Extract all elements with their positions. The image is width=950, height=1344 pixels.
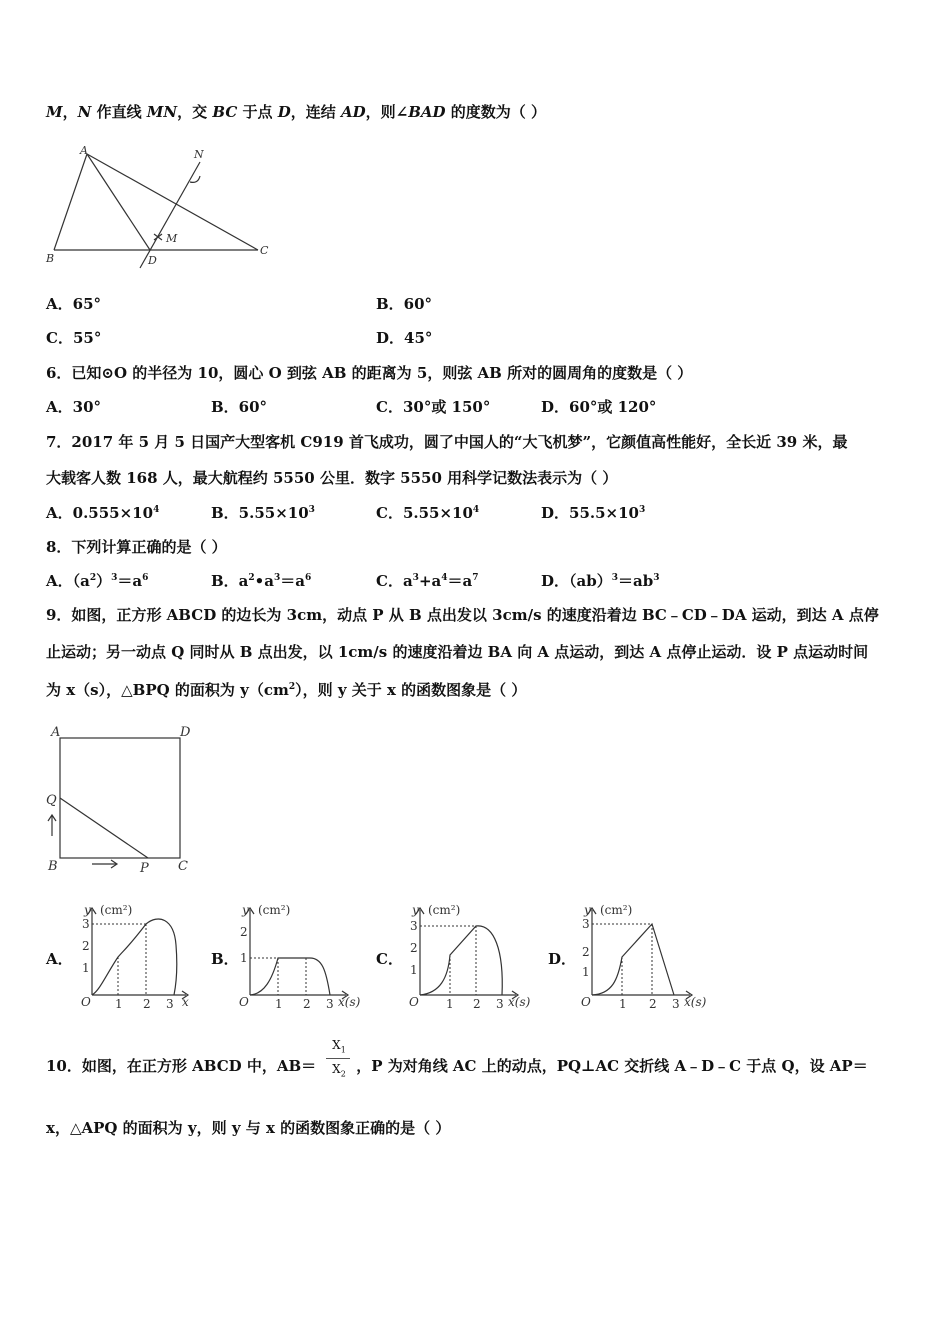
q8-c-s1: 3 [412, 573, 419, 583]
q9-graph-b-tick-x3: 3 [326, 997, 334, 1010]
q9-graph-c-unit: (cm²) [428, 903, 461, 917]
q8-option-b[interactable] [211, 571, 311, 591]
q9-graph-b-origin: O [239, 995, 249, 1009]
q5-label-n: N [194, 148, 204, 161]
q5-stem-line [46, 102, 546, 122]
q9-square-label-b: B [48, 859, 58, 874]
q9-graph-d[interactable] [578, 900, 718, 1010]
q9-square-label-c: C [178, 859, 188, 874]
q8-a-s2: 3 [111, 573, 118, 583]
q9-graph-d-unit: (cm²) [600, 903, 633, 917]
q9-graph-d-tick-y2: 2 [582, 945, 590, 959]
q7-option-a[interactable] [46, 503, 159, 523]
q9-graph-b-x-label: x(s) [338, 995, 361, 1009]
q5-stem-part: BAD [408, 103, 446, 121]
q9-graph-c-tick-y1: 1 [410, 963, 418, 977]
q7-option-b-base: B．5.55×10 [211, 504, 309, 522]
q10-frac-num: X [332, 1038, 341, 1052]
q9-graph-c-tick-y3: 3 [410, 919, 418, 933]
q9-graph-d-tick-x1: 1 [619, 997, 627, 1010]
q7-stem-line1: 7．2017 年 5 月 5 日国产大型客机 C919 首飞成功，圆了中国人的“大飞机梦”，它颜值高性能好，全长近 39 米，最 [46, 433, 848, 451]
q5-stem-part: 于点 [237, 103, 278, 121]
q10-fraction-numerator [326, 1038, 352, 1054]
q9-graph-a-tick-x1: 1 [115, 997, 123, 1010]
q6-option-d[interactable]: D．60°或 120° [541, 398, 657, 416]
q7-option-d[interactable] [541, 503, 645, 523]
q8-a-t3: ＝a [117, 572, 143, 590]
q9-square-label-a: A [51, 725, 61, 740]
q9-square-figure [40, 718, 210, 878]
q9-graph-d-tick-x3: 3 [672, 997, 680, 1010]
q9-option-a-letter[interactable]: A． [46, 950, 73, 968]
q7-stem-line2: 大载客人数 168 人，最大航程约 5550 公里．数字 5550 用科学记数法表示为（ ） [46, 469, 618, 487]
q9-graph-b-tick-y1: 1 [240, 951, 248, 965]
q5-label-a: A [80, 144, 88, 157]
q10-frac-den-sub: 2 [340, 1069, 346, 1079]
q9-square-label-p: P [140, 861, 149, 876]
q5-stem-part: ，连结 [290, 103, 341, 121]
q8-stem: 8．下列计算正确的是（ ） [46, 538, 227, 556]
q9-stem-line3b: ），则 y 关于 x 的函数图象是（ ） [295, 681, 527, 699]
q9-stem-line3sup: 2 [288, 682, 296, 692]
q10-fraction-bar [326, 1058, 350, 1059]
q7-option-b-exp: 3 [308, 505, 315, 515]
q9-graph-a-tick-x2: 2 [143, 997, 151, 1010]
q10-stem-line1 [46, 1056, 868, 1079]
q8-b-t3: ＝a [280, 572, 305, 590]
q5-stem-part: MN [146, 103, 178, 121]
q8-option-c[interactable] [376, 571, 479, 591]
q9-graph-a-tick-y3: 3 [82, 917, 90, 931]
q5-stem-part: ，则∠ [365, 103, 409, 121]
q8-c-t3: ＝a [447, 572, 473, 590]
q9-stem-line3a: 为 x（s），△BPQ 的面积为 y（cm [46, 681, 289, 699]
q8-d-t1: D．（ab） [541, 572, 612, 590]
q7-option-b[interactable] [211, 503, 315, 523]
q9-graph-c-origin: O [409, 995, 419, 1009]
q9-graph-a-unit: (cm²) [100, 903, 133, 917]
q5-label-c: C [260, 244, 269, 257]
q9-graph-a-y-label: y [84, 903, 91, 917]
q9-graph-c-tick-x1: 1 [446, 997, 454, 1010]
q9-graph-a-tick-y2: 2 [82, 939, 90, 953]
q8-a-t1: A．（a [46, 572, 90, 590]
q7-option-d-base: D．55.5×10 [541, 504, 639, 522]
q9-stem-line3 [46, 680, 526, 700]
q8-a-s1: 2 [89, 573, 97, 583]
q9-graph-b[interactable] [236, 900, 366, 1010]
q5-option-c[interactable]: C．55° [46, 329, 102, 347]
q9-graph-d-tick-x2: 2 [649, 997, 657, 1010]
q9-graph-c-y-label: y [412, 903, 419, 917]
q9-graph-d-y-label: y [584, 903, 591, 917]
q5-option-d[interactable]: D．45° [376, 329, 433, 347]
q8-b-s2: 3 [273, 573, 281, 583]
q9-option-c-letter[interactable]: C． [376, 950, 403, 968]
q5-stem-part: 的度数为（ ） [445, 103, 546, 121]
q7-option-d-exp: 3 [638, 505, 646, 515]
q5-stem-part: D [277, 103, 291, 121]
q9-square-label-q: Q [46, 793, 57, 808]
q5-option-b[interactable]: B．60° [376, 295, 433, 313]
q8-b-s3: 6 [304, 573, 312, 583]
q8-c-t1: C．a [376, 572, 413, 590]
q7-option-c[interactable] [376, 503, 479, 523]
q9-option-d-letter[interactable]: D． [548, 950, 577, 968]
q5-stem-part: N [77, 103, 92, 121]
q5-stem-part: 作直线 [91, 103, 147, 121]
q8-d-s1: 3 [611, 573, 618, 583]
q8-a-t2: ） [96, 572, 112, 590]
q10-frac-num-sub: 1 [340, 1045, 346, 1055]
q9-graph-d-tick-y1: 1 [582, 965, 590, 979]
q5-label-d: D [148, 254, 157, 267]
q5-stem-part: BC [212, 103, 238, 121]
q5-stem-part: M [46, 103, 63, 121]
q9-graph-b-tick-x2: 2 [303, 997, 311, 1010]
q9-graph-c-tick-y2: 2 [410, 941, 418, 955]
q10-fraction-denominator [326, 1062, 352, 1078]
q8-d-t2: ＝ab [617, 572, 654, 590]
q8-a-s3: 6 [142, 573, 149, 583]
q8-option-a[interactable] [46, 571, 148, 591]
q9-graph-b-tick-y2: 2 [240, 925, 248, 939]
q8-c-t2: +a [418, 572, 442, 590]
q6-stem: 6．已知⊙O 的半径为 10，圆心 O 到弦 AB 的距离为 5，则弦 AB 所对的圆周角的度数是（ ） [46, 364, 693, 382]
q9-graph-a-tick-x3: 3 [166, 997, 174, 1010]
q9-graph-a-x-label: x [182, 995, 189, 1009]
q5-stem-part: AD [340, 103, 366, 121]
q10-stem-line2: x，△APQ 的面积为 y，则 y 与 x 的函数图象正确的是（ ） [46, 1119, 451, 1137]
q5-stem-part: ，交 [177, 103, 213, 121]
q5-label-b: B [46, 252, 55, 265]
q10-stem-a: 10．如图，在正方形 ABCD 中，AB＝ [46, 1057, 317, 1075]
q10-frac-den: X [332, 1062, 341, 1076]
q9-graph-a[interactable] [78, 900, 198, 1010]
q9-graph-b-y-label: y [242, 903, 249, 917]
q9-graph-d-origin: O [581, 995, 591, 1009]
q9-graph-d-tick-y3: 3 [582, 917, 590, 931]
q5-option-a[interactable]: A．65° [46, 295, 102, 313]
q7-option-c-exp: 4 [472, 505, 480, 515]
q8-b-t1: B．a [211, 572, 249, 590]
q9-stem-line2: 止运动；另一动点 Q 同时从 B 点出发，以 1cm/s 的速度沿着边 BA 向 A 点运动，到达 A 点停止运动．设 P 点运动时间 [46, 643, 869, 661]
q7-option-a-base: A．0.555×10 [46, 504, 154, 522]
q6-option-b[interactable]: B．60° [211, 398, 268, 416]
q6-option-c[interactable]: C．30°或 150° [376, 398, 491, 416]
q6-option-a[interactable]: A．30° [46, 398, 102, 416]
q8-c-s3: 7 [472, 573, 479, 583]
q8-b-t2: •a [254, 572, 274, 590]
q5-triangle-figure [40, 140, 280, 270]
q10-stem-b: ，P 为对角线 AC 上的动点，PQ⊥AC 交折线 A﹣D﹣C 于点 Q，设 AP＝ [356, 1057, 868, 1075]
q5-stem-part: ， [62, 103, 78, 121]
q7-option-c-base: C．5.55×10 [376, 504, 473, 522]
q9-square-label-d: D [180, 725, 191, 740]
q7-option-a-exp: 4 [153, 505, 160, 515]
q9-graph-c-tick-x2: 2 [473, 997, 481, 1010]
q8-d-s2: 3 [653, 573, 660, 583]
q8-c-s2: 4 [441, 573, 448, 583]
q8-b-s1: 2 [248, 573, 255, 583]
q9-graph-c-x-label: x(s) [508, 995, 531, 1009]
q5-label-m: M [166, 232, 178, 245]
q9-graph-c[interactable] [406, 900, 540, 1010]
q9-graph-a-tick-y1: 1 [82, 961, 90, 975]
q9-graph-a-origin: O [81, 995, 91, 1009]
q9-option-b-letter[interactable]: B． [211, 950, 239, 968]
q9-graph-d-x-label: x(s) [684, 995, 707, 1009]
q8-option-d[interactable] [541, 571, 659, 591]
q9-stem-line1: 9．如图，正方形 ABCD 的边长为 3cm，动点 P 从 B 点出发以 3cm/s 的速度沿着边 BC﹣CD﹣DA 运动，到达 A 点停 [46, 606, 879, 624]
q9-graph-b-tick-x1: 1 [275, 997, 283, 1010]
q9-graph-b-unit: (cm²) [258, 903, 291, 917]
q9-graph-c-tick-x3: 3 [496, 997, 504, 1010]
